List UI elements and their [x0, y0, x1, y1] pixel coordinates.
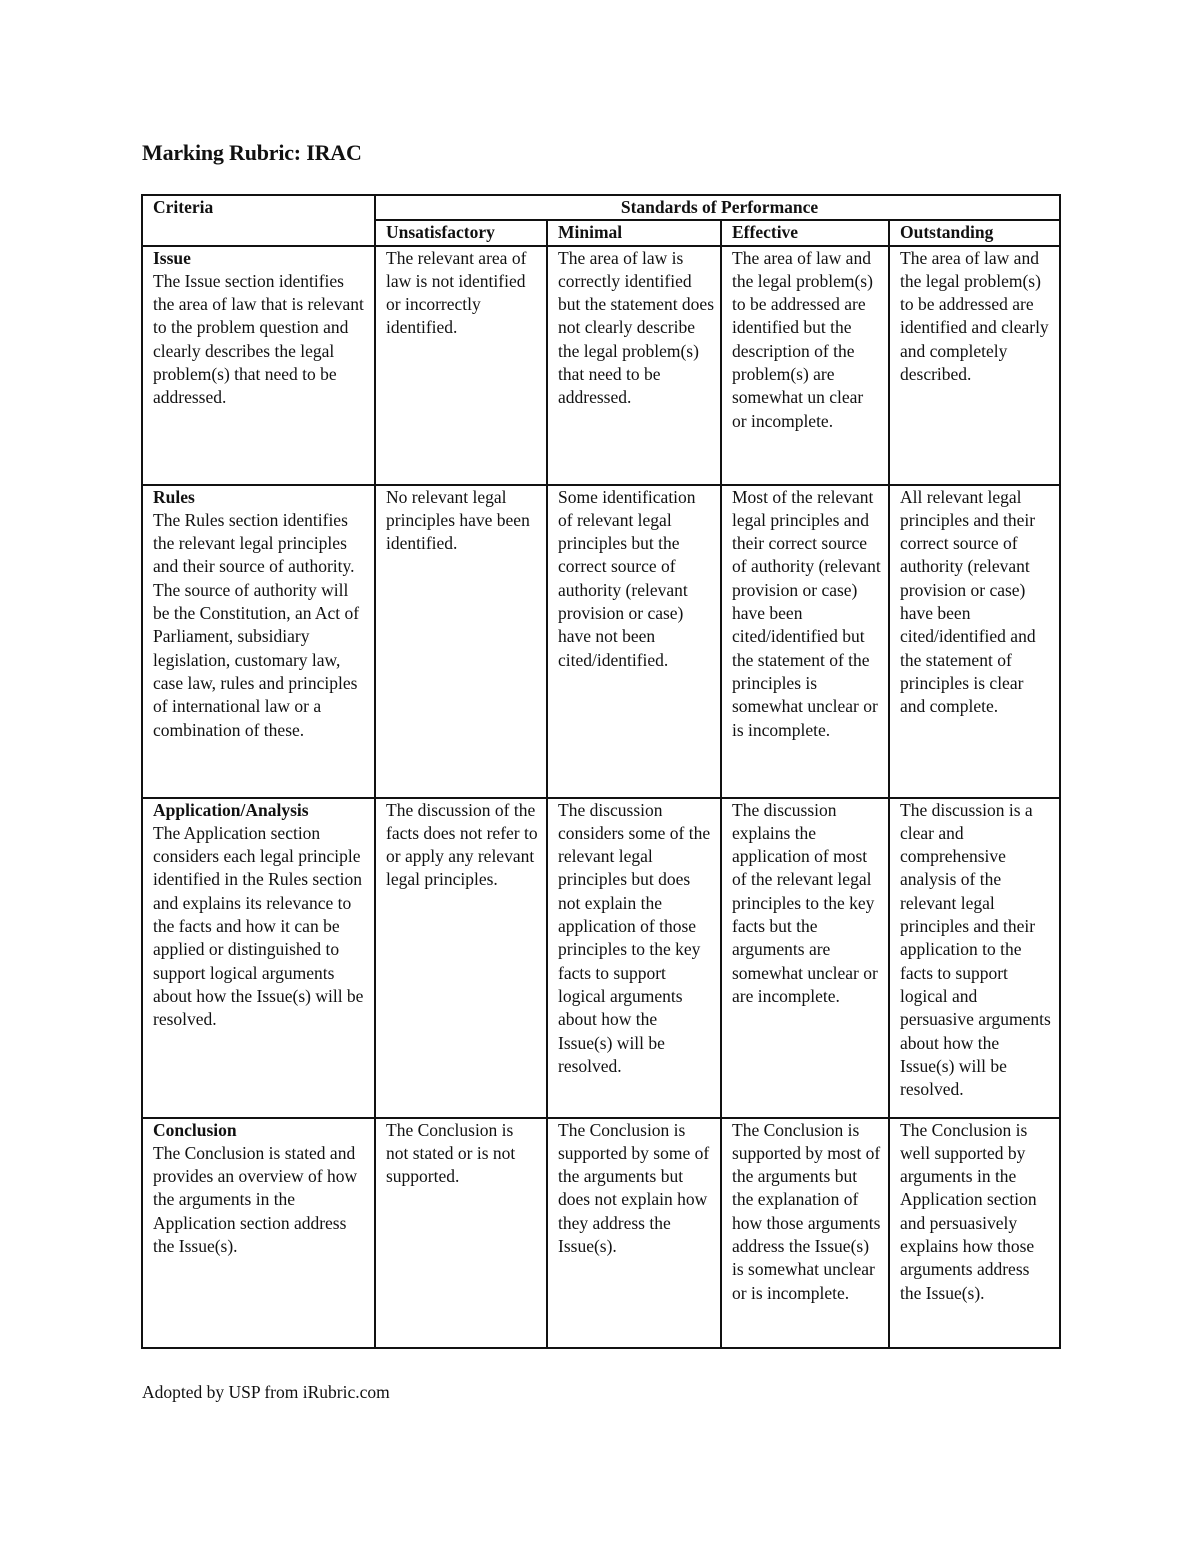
table-row-issue — [142, 246, 1060, 485]
criterion-cell-application — [142, 798, 375, 1118]
cell-rules-minimal: Some identification of relevant legal principles but the correct source of authority (relevant provision or case) have not been cited/identified. — [547, 485, 721, 798]
criteria-header: Criteria — [142, 195, 375, 246]
cell-conclusion-effective: The Conclusion is supported by most of the arguments but the explanation of how those arguments address the Issue(s) is somewhat unclear or is incomplete. — [721, 1118, 889, 1348]
criterion-description: The Conclusion is stated and provides an overview of how the arguments in the Application section address the Issue(s). — [153, 1142, 358, 1257]
cell-application-minimal: The discussion considers some of the relevant legal principles but does not explain the application of those principles to the key facts to support logical arguments about how the Issue(s) will be resolved. — [547, 798, 721, 1118]
table-row-application — [142, 798, 1060, 1118]
cell-conclusion-minimal: The Conclusion is supported by some of the arguments but does not explain how they address the Issue(s). — [547, 1118, 721, 1348]
cell-application-unsatisfactory: The discussion of the facts does not refer to or apply any relevant legal principles. — [375, 798, 547, 1118]
criterion-name: Conclusion — [153, 1119, 237, 1140]
criterion-description: The Issue section identifies the area of law that is relevant to the problem question and clearly describes the legal problem(s) that need to be addressed. — [153, 270, 364, 408]
level-header-unsatisfactory: Unsatisfactory — [375, 220, 547, 245]
level-header-minimal: Minimal — [547, 220, 721, 245]
criterion-cell-issue — [142, 246, 375, 485]
criterion-cell-conclusion — [142, 1118, 375, 1348]
cell-application-outstanding: The discussion is a clear and comprehensive analysis of the relevant legal principles and their application to the facts to support logical and persuasive arguments about how the Issue(s) will be resolved. — [889, 798, 1060, 1118]
criterion-description: The Application section considers each legal principle identified in the Rules section and explains its relevance to the facts and how it can be applied or distinguished to support logical arguments about how the Issue(s) will be resolved. — [153, 822, 364, 1030]
cell-issue-unsatisfactory: The relevant area of law is not identified or incorrectly identified. — [375, 246, 547, 485]
rubric-table — [141, 194, 1061, 1349]
footer-attribution: Adopted by USP from iRubric.com — [142, 1382, 390, 1402]
cell-rules-effective: Most of the relevant legal principles and their correct source of authority (relevant provision or case) have been cited/identified but the statement of the principles is somewhat unclear or is incomplete. — [721, 485, 889, 798]
criterion-name: Issue — [153, 247, 191, 268]
criterion-cell-rules — [142, 485, 375, 798]
cell-rules-unsatisfactory: No relevant legal principles have been identified. — [375, 485, 547, 798]
table-row-rules — [142, 485, 1060, 798]
level-header-outstanding: Outstanding — [889, 220, 1060, 245]
cell-rules-outstanding: All relevant legal principles and their correct source of authority (relevant provision or case) have been cited/identified and the statement of principles is clear and complete. — [889, 485, 1060, 798]
table-row-conclusion — [142, 1118, 1060, 1348]
header-row-top — [142, 195, 1060, 220]
cell-application-effective: The discussion explains the application of most of the relevant legal principles to the key facts but the arguments are somewhat unclear or are incomplete. — [721, 798, 889, 1118]
cell-issue-effective: The area of law and the legal problem(s) to be addressed are identified but the description of the problem(s) are somewhat un clear or incomplete. — [721, 246, 889, 485]
page-title: Marking Rubric: IRAC — [142, 140, 362, 165]
level-header-effective: Effective — [721, 220, 889, 245]
criterion-description: The Rules section identifies the relevant legal principles and their source of authority. The source of authority will be the Constitution, an Act of Parliament, subsidiary legislation, customary law, case law, rules and principles of international law or a combination of these. — [153, 509, 360, 740]
criterion-name: Rules — [153, 486, 195, 507]
cell-issue-minimal: The area of law is correctly identified but the statement does not clearly describe the legal problem(s) that need to be addressed. — [547, 246, 721, 485]
cell-conclusion-outstanding: The Conclusion is well supported by arguments in the Application section and persuasively explains how those arguments address the Issue(s). — [889, 1118, 1060, 1348]
cell-conclusion-unsatisfactory: The Conclusion is not stated or is not supported. — [375, 1118, 547, 1348]
standards-header: Standards of Performance — [375, 195, 1060, 220]
cell-issue-outstanding: The area of law and the legal problem(s) to be addressed are identified and clearly and completely described. — [889, 246, 1060, 485]
criterion-name: Application/Analysis — [153, 799, 309, 820]
